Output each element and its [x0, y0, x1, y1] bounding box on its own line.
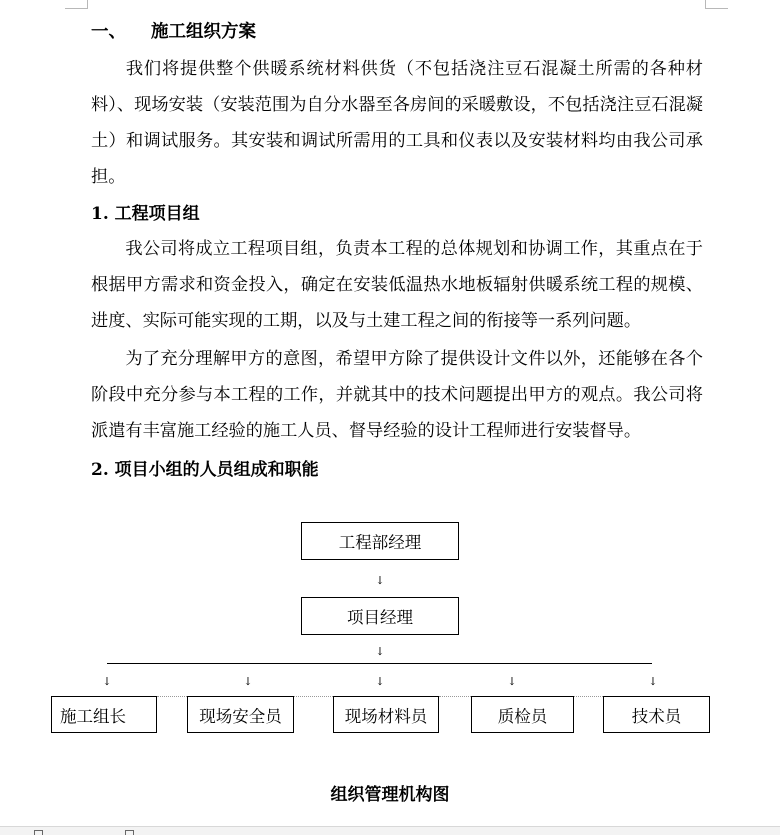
org-box-safety-officer: 现场安全员	[187, 696, 294, 733]
dotted-connector	[439, 696, 471, 697]
section-number: 一、	[91, 22, 126, 42]
subsection-heading-1: 1. 工程项目组	[91, 204, 200, 224]
client-participation-paragraph	[91, 341, 703, 449]
org-box-materials-officer: 现场材料员	[333, 696, 439, 733]
org-box-engineering-manager: 工程部经理	[301, 522, 459, 560]
org-box-technician: 技术员	[603, 696, 710, 733]
page-corner-mark-left	[65, 0, 88, 9]
dotted-connector	[294, 696, 333, 697]
arrow-down-icon: ↓	[375, 574, 385, 587]
arrow-down-icon: ↓	[375, 645, 385, 658]
org-box-quality-inspector: 质检员	[471, 696, 574, 733]
arrow-down-icon: ↓	[507, 675, 517, 688]
page-view-icon[interactable]	[34, 830, 43, 835]
page-corner-mark-right	[705, 0, 728, 9]
layout-icon[interactable]	[125, 830, 134, 835]
org-box-construction-leader: 施工组长	[51, 696, 157, 733]
arrow-down-icon: ↓	[648, 675, 658, 688]
project-team-text: 我公司将成立工程项目组，负责本工程的总体规划和协调工作，其重点在于根据甲方需求和资金投入，确定在安装低温热水地板辐射供暖系统工程的规模、进度、实际可能实现的工期，以及与土建工程之间的衔接等一系列问题。	[91, 239, 703, 331]
subsection-heading-2: 2. 项目小组的人员组成和职能	[91, 460, 319, 480]
client-participation-text: 为了充分理解甲方的意图，希望甲方除了提供设计文件以外，还能够在各个阶段中充分参与本工程的工作，并就其中的技术问题提出甲方的观点。我公司将派遣有丰富施工经验的施工人员、督导经验的设计工程师进行安装督导。	[91, 349, 703, 441]
arrow-down-icon: ↓	[102, 675, 112, 688]
dotted-connector	[574, 696, 603, 697]
section-heading	[91, 18, 256, 46]
arrow-down-icon: ↓	[375, 675, 385, 688]
intro-paragraph	[91, 51, 703, 195]
intro-text: 我们将提供整个供暖系统材料供货（不包括浇注豆石混凝土所需的各种材料）、现场安装（安装范围为自分水器至各房间的采暖敷设，不包括浇注豆石混凝土）和调试服务。其安装和调试所需用的工具和仪表以及安装材料均由我公司承担。	[91, 59, 703, 187]
section-title: 施工组织方案	[151, 22, 256, 42]
org-chart-caption: 组织管理机构图	[330, 785, 450, 805]
dotted-connector	[157, 696, 187, 697]
org-branch-line	[107, 663, 652, 664]
arrow-down-icon: ↓	[243, 675, 253, 688]
org-box-project-manager: 项目经理	[301, 597, 459, 635]
project-team-paragraph	[91, 231, 703, 339]
